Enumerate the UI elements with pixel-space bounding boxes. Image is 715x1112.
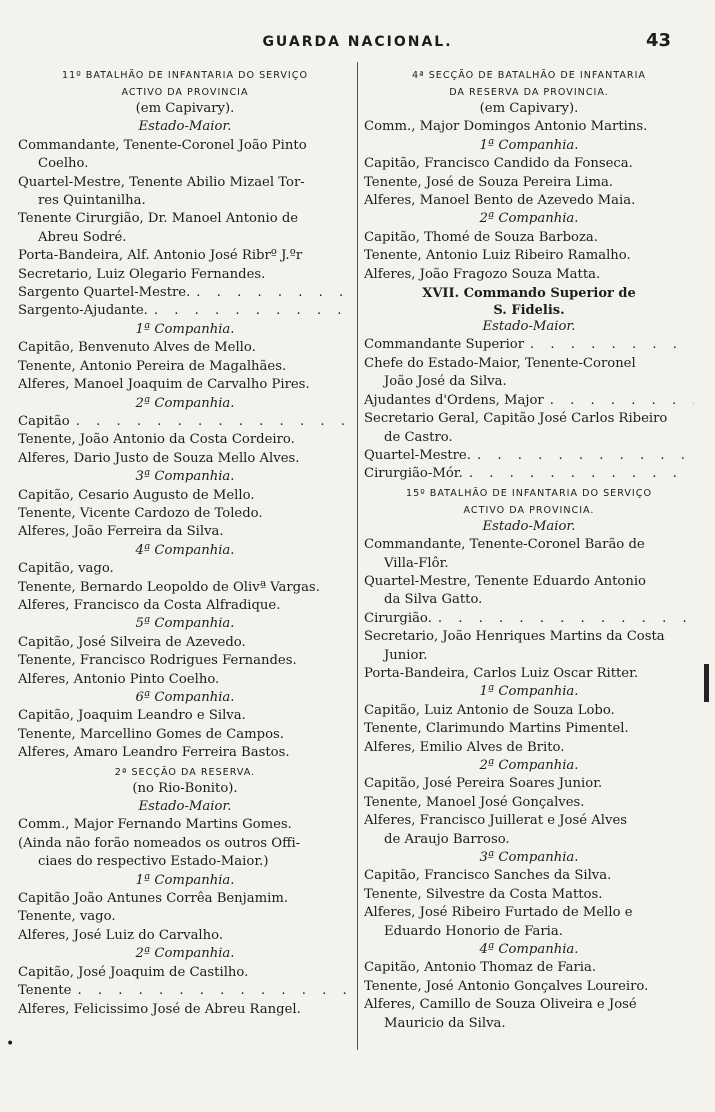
- entry-line: (Ainda não forão nomeados os outros Offi-: [18, 835, 301, 851]
- entry-line: Alferes, Manoel Bento de Azevedo Maia.: [364, 193, 636, 209]
- subsection-heading: 2ª Companhia.: [135, 395, 235, 411]
- subsection-heading: 1ª Companhia.: [135, 321, 235, 337]
- entry-label: Sargento Quartel-Mestre.: [18, 285, 191, 301]
- entry-line: Tenente, vago.: [18, 909, 116, 925]
- entry-line: [18, 284, 352, 302]
- entry-line: Alferes, João Fragozo Souza Matta.: [364, 266, 601, 282]
- entry-label: Capitão: [18, 413, 70, 429]
- dot-leader: [190, 284, 352, 302]
- dot-leader: [471, 447, 694, 465]
- entry-line: [364, 336, 694, 354]
- subsection-heading: Estado-Maior.: [138, 119, 232, 135]
- entry-line: Capitão, Francisco Sanches da Silva.: [364, 868, 612, 884]
- entry-label: Sargento-Ajudante.: [18, 303, 148, 319]
- entry-continuation: João José da Silva.: [384, 374, 507, 390]
- entry-line: [364, 465, 694, 483]
- right-column: [364, 66, 694, 1033]
- entry-line: Commandante, Tenente-Coronel João Pinto: [18, 137, 307, 153]
- entry-line: Secretario, Luiz Olegario Fernandes.: [18, 266, 266, 282]
- dot-leader: [71, 982, 352, 1000]
- entry-continuation: Junior.: [384, 647, 428, 663]
- location-line: (em Capivary).: [479, 101, 579, 116]
- dot-leader: [544, 392, 694, 410]
- entry-continuation: da Silva Gatto.: [384, 592, 483, 608]
- entry-line: Tenente, José de Souza Pereira Lima.: [364, 174, 614, 190]
- entry-line: Capitão, Thomé de Souza Barboza.: [364, 229, 598, 245]
- entry-line: Alferes, Emilio Alves de Brito.: [364, 739, 565, 755]
- entry-line: Tenente, Francisco Rodrigues Fernandes.: [18, 653, 297, 669]
- entry-line: Tenente, Antonio Pereira de Magalhães.: [18, 358, 287, 374]
- location-line: (em Capivary).: [135, 101, 235, 116]
- entry-line: [364, 610, 694, 628]
- entry-line: Secretario Geral, Capitão José Carlos Ribeiro: [364, 411, 668, 427]
- entry-line: Capitão, Benvenuto Alves de Mello.: [18, 340, 256, 356]
- entry-line: Porta-Bandeira, Alf. Antonio José Ribrº J.ºr: [18, 248, 303, 264]
- subsection-heading: 1ª Companhia.: [479, 137, 579, 153]
- entry-line: Tenente, José Antonio Gonçalves Loureiro.: [364, 978, 649, 994]
- entry-line: Alferes, Francisco Juillerat e José Alves: [364, 813, 628, 829]
- section-heading: 2ª SECÇÃO DA RESERVA.: [114, 766, 256, 778]
- entry-label: Tenente: [18, 983, 72, 999]
- entry-line: Alferes, Camillo de Souza Oliveira e José: [364, 997, 637, 1013]
- entry-continuation: ciaes do respectivo Estado-Maior.): [38, 854, 269, 870]
- location-line: (no Rio-Bonito).: [132, 780, 238, 796]
- entry-continuation: Coelho.: [38, 156, 89, 172]
- subsection-heading: 3ª Companhia.: [135, 469, 235, 485]
- dot-leader: [524, 336, 694, 354]
- section-heading: 11º BATALHÃO DE INFANTARIA DO SERVIÇO: [62, 70, 308, 81]
- entry-line: [18, 413, 352, 431]
- page-number: 43: [645, 30, 671, 51]
- bullet-mark: •: [6, 1036, 15, 1052]
- entry-line: Alferes, José Ribeiro Furtado de Mello e: [364, 905, 633, 921]
- entry-label: Ajudantes d'Ordens, Major: [364, 392, 544, 408]
- entry-continuation: res Quintanilha.: [38, 193, 146, 209]
- entry-line: Tenente, Clarimundo Martins Pimentel.: [364, 721, 629, 737]
- entry-continuation: Eduardo Honorio de Faria.: [384, 923, 563, 939]
- subsection-heading: 2ª Companhia.: [479, 211, 579, 227]
- dot-leader: [463, 465, 694, 483]
- entry-line: Tenente Cirurgião, Dr. Manoel Antonio de: [18, 211, 299, 227]
- entry-continuation: de Araujo Barroso.: [384, 831, 510, 847]
- entry-line: Capitão, vago.: [18, 561, 114, 577]
- entry-line: Alferes, Antonio Pinto Coelho.: [18, 671, 220, 687]
- dot-leader: [70, 413, 352, 431]
- entry-line: Tenente, Vicente Cardozo de Toledo.: [18, 505, 263, 521]
- entry-label: Cirurgião-Mór.: [364, 466, 463, 482]
- page-header: [0, 30, 715, 58]
- subsection-heading: 1ª Companhia.: [135, 872, 235, 888]
- subsection-heading: Estado-Maior.: [138, 799, 232, 815]
- subsection-heading: 2ª Companhia.: [135, 946, 235, 962]
- entry-line: Capitão, Luiz Antonio de Souza Lobo.: [364, 702, 615, 718]
- entry-line: Secretario, João Henriques Martins da Costa: [364, 629, 665, 645]
- entry-line: Alferes, Francisco da Costa Alfradique.: [18, 597, 281, 613]
- section-heading: 4ª SECÇÃO DE BATALHÃO DE INFANTARIA: [412, 70, 646, 81]
- entry-line: [18, 302, 352, 320]
- subsection-heading: 4ª Companhia.: [135, 542, 235, 558]
- entry-line: Quartel-Mestre, Tenente Abilio Mizael Tor-: [18, 174, 305, 190]
- page-title: GUARDA NACIONAL.: [262, 34, 453, 50]
- section-heading: 15º BATALHÃO DE INFANTARIA DO SERVIÇO: [406, 487, 652, 499]
- entry-label: Commandante Superior: [364, 337, 525, 353]
- entry-line: Capitão João Antunes Corrêa Benjamim.: [18, 891, 289, 907]
- entry-line: Alferes, Dario Justo de Souza Mello Alves.: [18, 450, 300, 466]
- entry-line: Capitão, Francisco Candido da Fonseca.: [364, 156, 633, 172]
- entry-line: Capitão, José Pereira Soares Junior.: [364, 776, 603, 792]
- dot-leader: [432, 610, 694, 628]
- entry-line: Porta-Bandeira, Carlos Luiz Oscar Ritter.: [364, 665, 639, 681]
- entry-continuation: Villa-Flôr.: [384, 555, 449, 571]
- entry-line: Tenente, Marcellino Gomes de Campos.: [18, 726, 284, 742]
- entry-line: Comm., Major Domingos Antonio Martins.: [364, 119, 648, 135]
- entry-line: Chefe do Estado-Maior, Tenente-Coronel: [364, 355, 636, 371]
- section-heading: XVII. Commando Superior de: [422, 286, 636, 302]
- entry-line: Commandante, Tenente-Coronel Barão de: [364, 537, 645, 553]
- column-divider: [357, 62, 358, 1050]
- section-heading: ACTIVO DA PROVINCIA.: [463, 504, 595, 516]
- subsection-heading: 4ª Companhia.: [479, 942, 579, 958]
- entry-line: Capitão, Antonio Thomaz de Faria.: [364, 960, 597, 976]
- entry-continuation: de Castro.: [384, 429, 453, 445]
- entry-line: Alferes, João Ferreira da Silva.: [18, 524, 224, 540]
- entry-label: Quartel-Mestre.: [364, 447, 471, 463]
- entry-line: Capitão, Joaquim Leandro e Silva.: [18, 708, 246, 724]
- entry-line: Alferes, Manoel Joaquim de Carvalho Pires.: [18, 377, 310, 393]
- dot-leader: [148, 302, 352, 320]
- entry-line: [364, 392, 694, 410]
- left-column: [18, 66, 352, 1019]
- entry-line: Capitão, Cesario Augusto de Mello.: [18, 487, 255, 503]
- entry-line: Alferes, José Luiz do Carvalho.: [18, 927, 224, 943]
- entry-continuation: Mauricio da Silva.: [384, 1015, 506, 1031]
- entry-line: Alferes, Amaro Leandro Ferreira Bastos.: [18, 745, 290, 761]
- entry-line: Tenente, João Antonio da Costa Cordeiro.: [18, 432, 295, 448]
- entry-continuation: Abreu Sodré.: [38, 229, 127, 245]
- subsection-heading: 1ª Companhia.: [479, 684, 579, 700]
- section-heading: ACTIVO DA PROVINCIA: [121, 87, 249, 98]
- entry-line: Alferes, Felicissimo José de Abreu Rangel.: [18, 1001, 301, 1017]
- subsection-heading: 5ª Companhia.: [135, 616, 235, 632]
- entry-line: Capitão, José Silveira de Azevedo.: [18, 634, 246, 650]
- entry-label: Cirurgião.: [364, 610, 432, 626]
- entry-line: Tenente, Antonio Luiz Ribeiro Ramalho.: [364, 248, 631, 264]
- section-heading: DA RESERVA DA PROVINCIA.: [449, 87, 609, 98]
- edge-mark: [704, 664, 709, 702]
- entry-line: Tenente, Manoel José Gonçalves.: [364, 794, 585, 810]
- entry-line: Tenente, Silvestre da Costa Mattos.: [364, 886, 603, 902]
- subsection-heading: 2ª Companhia.: [479, 758, 579, 773]
- entry-line: [18, 982, 352, 1000]
- subsection-heading: Estado-Maior.: [482, 518, 576, 534]
- entry-line: [364, 447, 694, 465]
- entry-line: Comm., Major Fernando Martins Gomes.: [18, 817, 292, 833]
- subsection-heading: Estado-Maior.: [482, 319, 576, 335]
- entry-line: Tenente, Bernardo Leopoldo de Olivª Vargas.: [18, 579, 320, 595]
- entry-line: Quartel-Mestre, Tenente Eduardo Antonio: [364, 573, 646, 589]
- entry-line: Capitão, José Joaquim de Castilho.: [18, 964, 249, 980]
- subsection-heading: 3ª Companhia.: [479, 850, 579, 866]
- subsection-heading: 6ª Companhia.: [135, 690, 235, 705]
- section-heading: S. Fidelis.: [493, 303, 565, 319]
